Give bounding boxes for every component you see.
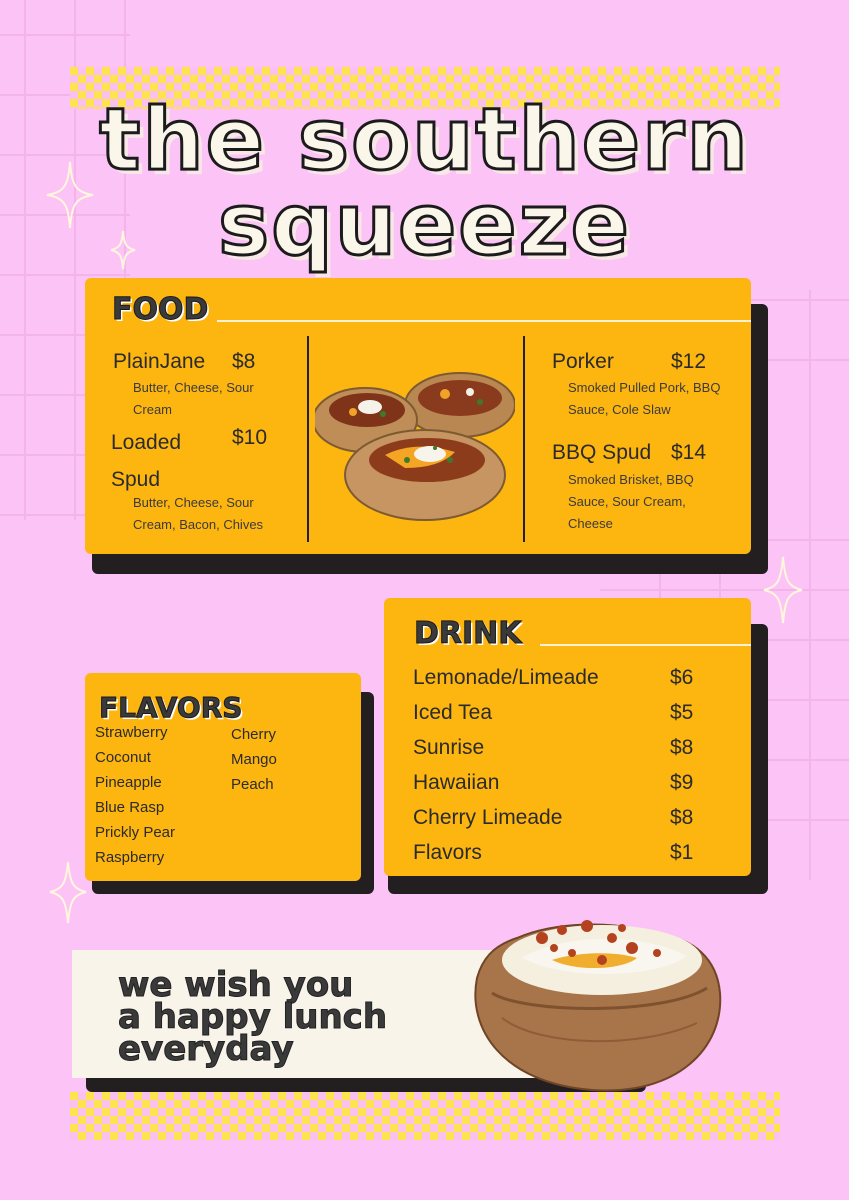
list-item: Pineapple <box>95 774 162 791</box>
flavors-list-col1 <box>95 720 175 870</box>
page-title-line1: the southern <box>99 90 750 190</box>
list-item: Iced Tea $5 <box>413 701 694 724</box>
divider <box>217 320 751 322</box>
divider <box>523 336 525 542</box>
list-item: Lemonade/Limeade $6 <box>413 666 694 689</box>
drink-panel <box>384 598 751 876</box>
banner-line3: everyday <box>118 1029 294 1069</box>
sparkle-icon <box>762 555 804 625</box>
list-item: Peach <box>231 776 274 793</box>
menu-item-description: Smoked Pulled Pork, BBQ Sauce, Cole Slaw <box>568 380 721 417</box>
menu-item-description: Smoked Brisket, BBQ Sauce, Sour Cream, Cheese <box>568 472 694 531</box>
flavors-list-col2 <box>231 722 277 797</box>
list-item: Prickly Pear <box>95 824 176 841</box>
drink-heading: DRINK <box>414 616 522 651</box>
page-title-line2: squeeze <box>217 175 631 275</box>
menu-item-price: $10 <box>232 426 268 449</box>
food-heading: FOOD <box>112 292 209 327</box>
menu-item-name: Loaded <box>111 431 182 454</box>
menu-item-name-line2: Spud <box>111 468 161 491</box>
sparkle-icon <box>48 860 88 925</box>
list-item: Cherry <box>231 726 277 743</box>
banner-line1: we wish you <box>118 965 354 1005</box>
divider <box>307 336 309 542</box>
flavors-heading: FLAVORS <box>99 691 243 724</box>
menu-item-price: $12 <box>671 350 707 373</box>
food-panel <box>85 278 751 554</box>
menu-item-name: BBQ Spud <box>552 441 652 464</box>
menu-item-name: Porker <box>552 350 614 373</box>
loaded-potatoes-image <box>315 360 515 530</box>
divider <box>540 644 751 646</box>
list-item: Flavors $1 <box>413 841 694 864</box>
list-item: Mango <box>231 751 277 768</box>
menu-item-description: Butter, Cheese, Sour Cream <box>133 380 254 417</box>
flavors-panel <box>85 673 361 881</box>
menu-item-description: Butter, Cheese, Sour Cream, Bacon, Chives <box>133 495 264 532</box>
menu-item-name: PlainJane <box>113 350 206 373</box>
list-item: Strawberry <box>95 724 168 741</box>
list-item: Hawaiian $9 <box>413 771 694 794</box>
list-item: Cherry Limeade $8 <box>413 806 694 829</box>
banner-line2: a happy lunch <box>118 997 388 1037</box>
list-item: Coconut <box>95 749 151 766</box>
list-item: Raspberry <box>95 849 165 866</box>
list-item: Sunrise $8 <box>413 736 694 759</box>
baked-potato-image <box>462 898 732 1098</box>
menu-item-price: $8 <box>232 350 256 373</box>
list-item: Blue Rasp <box>95 799 165 816</box>
menu-item-price: $14 <box>671 441 707 464</box>
checker-strip-bottom <box>70 1092 780 1140</box>
drink-list <box>413 666 713 876</box>
